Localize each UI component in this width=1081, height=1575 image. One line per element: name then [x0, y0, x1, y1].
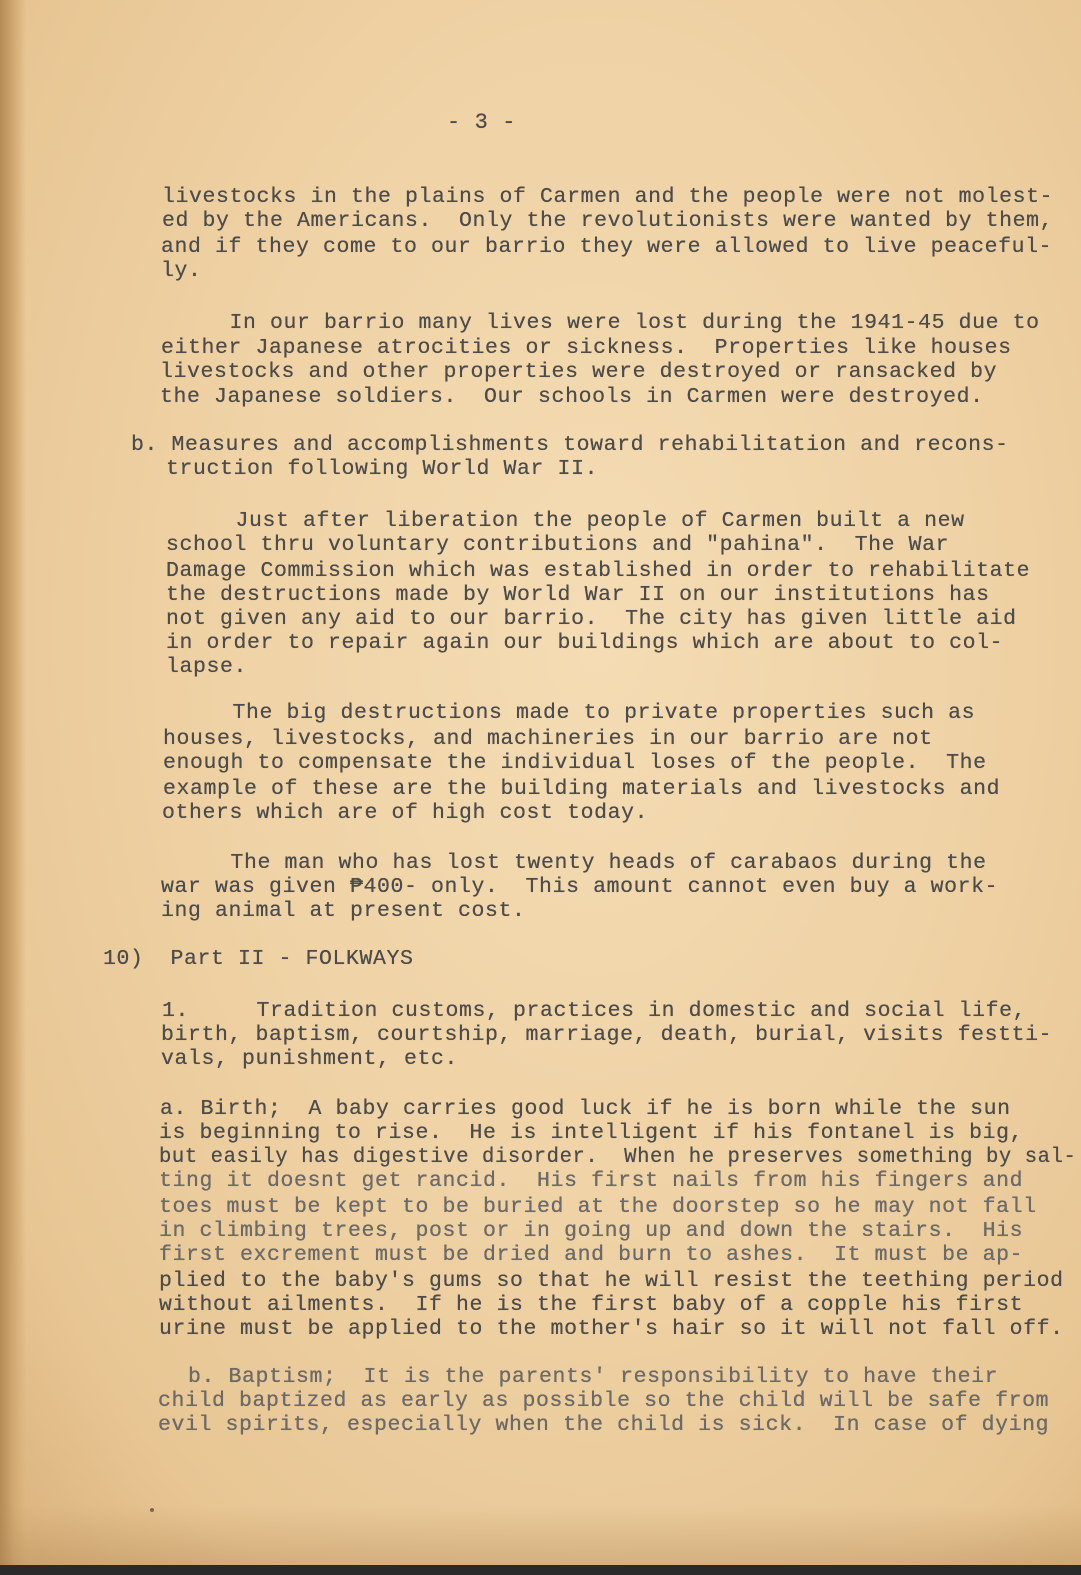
text-line: plied to the baby's gums so that he will resist the teething period — [159, 1269, 1064, 1293]
text-line: livestocks and other properties were destroyed or ransacked by — [160, 360, 998, 384]
text-line: but easily has digestive disorder. When he preserves something by sal- — [159, 1145, 1077, 1169]
text-line: the destructions made by World War II on our institutions has — [166, 583, 990, 607]
text-line: either Japanese atrocities or sickness. Properties like houses — [161, 336, 1012, 360]
text-line: vals, punishment, etc. — [161, 1047, 459, 1071]
text-line: livestocks in the plains of Carmen and the people were not molest- — [162, 185, 1054, 209]
text-line: ed by the Americans. Only the revolutionists were wanted by them, — [162, 209, 1054, 233]
text-line: The big destructions made to private properties such as — [165, 701, 976, 725]
text-line: is beginning to rise. He is intelligent if his fontanel is big, — [159, 1121, 1024, 1145]
text-line: houses, livestocks, and machineries in our barrio are not — [163, 727, 933, 751]
text-line: ing animal at present cost. — [161, 899, 526, 923]
text-line: in order to repair again our buildings which are about to col- — [166, 631, 1004, 655]
text-line: urine must be applied to the mother's hair so it will not fall off. — [159, 1317, 1064, 1341]
text-line: Damage Commission which was established in order to rehabilitate — [166, 559, 1031, 583]
text-line: enough to compensate the individual loses of the people. The — [163, 751, 987, 775]
text-line: school thru voluntary contributions and "pahina". The War — [166, 533, 950, 557]
text-line: lapse. — [166, 655, 248, 679]
text-line: The man who has lost twenty heads of carabaos during the — [163, 851, 987, 875]
text-line: not given any aid to our barrio. The city has given little aid — [166, 607, 1017, 631]
page-number: - 3 - — [447, 110, 517, 135]
subheading-birth: a. Birth; A baby carries good luck if he is born while the sun — [160, 1097, 1011, 1121]
text-line: Just after liberation the people of Carmen built a new — [168, 509, 965, 533]
text-line: the Japanese soldiers. Our schools in Carmen were destroyed. — [160, 385, 984, 409]
text-line: in climbing trees, post or in going up and down the stairs. His — [159, 1219, 1024, 1243]
page-bottom-shade — [0, 1505, 1081, 1565]
page-left-edge — [0, 0, 26, 1575]
text-line: truction following World War II. — [166, 457, 599, 481]
text-line: others which are of high cost today. — [162, 801, 649, 825]
text-line: first excrement must be dried and burn to ashes. It must be ap- — [159, 1243, 1024, 1267]
text-line: ting it doesnt get rancid. His first nails from his fingers and — [159, 1169, 1024, 1193]
text-line: birth, baptism, courtship, marriage, death, burial, visits festti- — [161, 1023, 1053, 1047]
text-line: 1. Tradition customs, practices in domestic and social life, — [162, 999, 1027, 1023]
text-line: toes must be kept to be buried at the doorstep so he may not fall — [159, 1195, 1037, 1219]
subheading-baptism: b. Baptism; It is the parents' responsibility to have their — [188, 1365, 999, 1389]
text-line: In our barrio many lives were lost during the 1941-45 due to — [162, 311, 1040, 335]
scanner-bottom-band — [0, 1565, 1081, 1575]
part-heading: 10) Part II - FOLKWAYS — [103, 947, 414, 971]
text-line: and if they come to our barrio they were allowed to live peaceful- — [161, 235, 1053, 259]
text-line: example of these are the building materials and livestocks and — [163, 777, 1001, 801]
ink-speck — [150, 1508, 154, 1512]
text-line: child baptized as early as possible so the child will be safe from — [158, 1389, 1050, 1413]
text-line: evil spirits, especially when the child is sick. In case of dying — [158, 1413, 1050, 1437]
section-heading-b: b. Measures and accomplishments toward rehabilitation and recons- — [131, 433, 1009, 457]
text-line: war was given ₱400- only. This amount cannot even buy a work- — [161, 875, 999, 899]
text-line: ly. — [161, 259, 202, 283]
text-line: without ailments. If he is the first baby of a copple his first — [159, 1293, 1024, 1317]
